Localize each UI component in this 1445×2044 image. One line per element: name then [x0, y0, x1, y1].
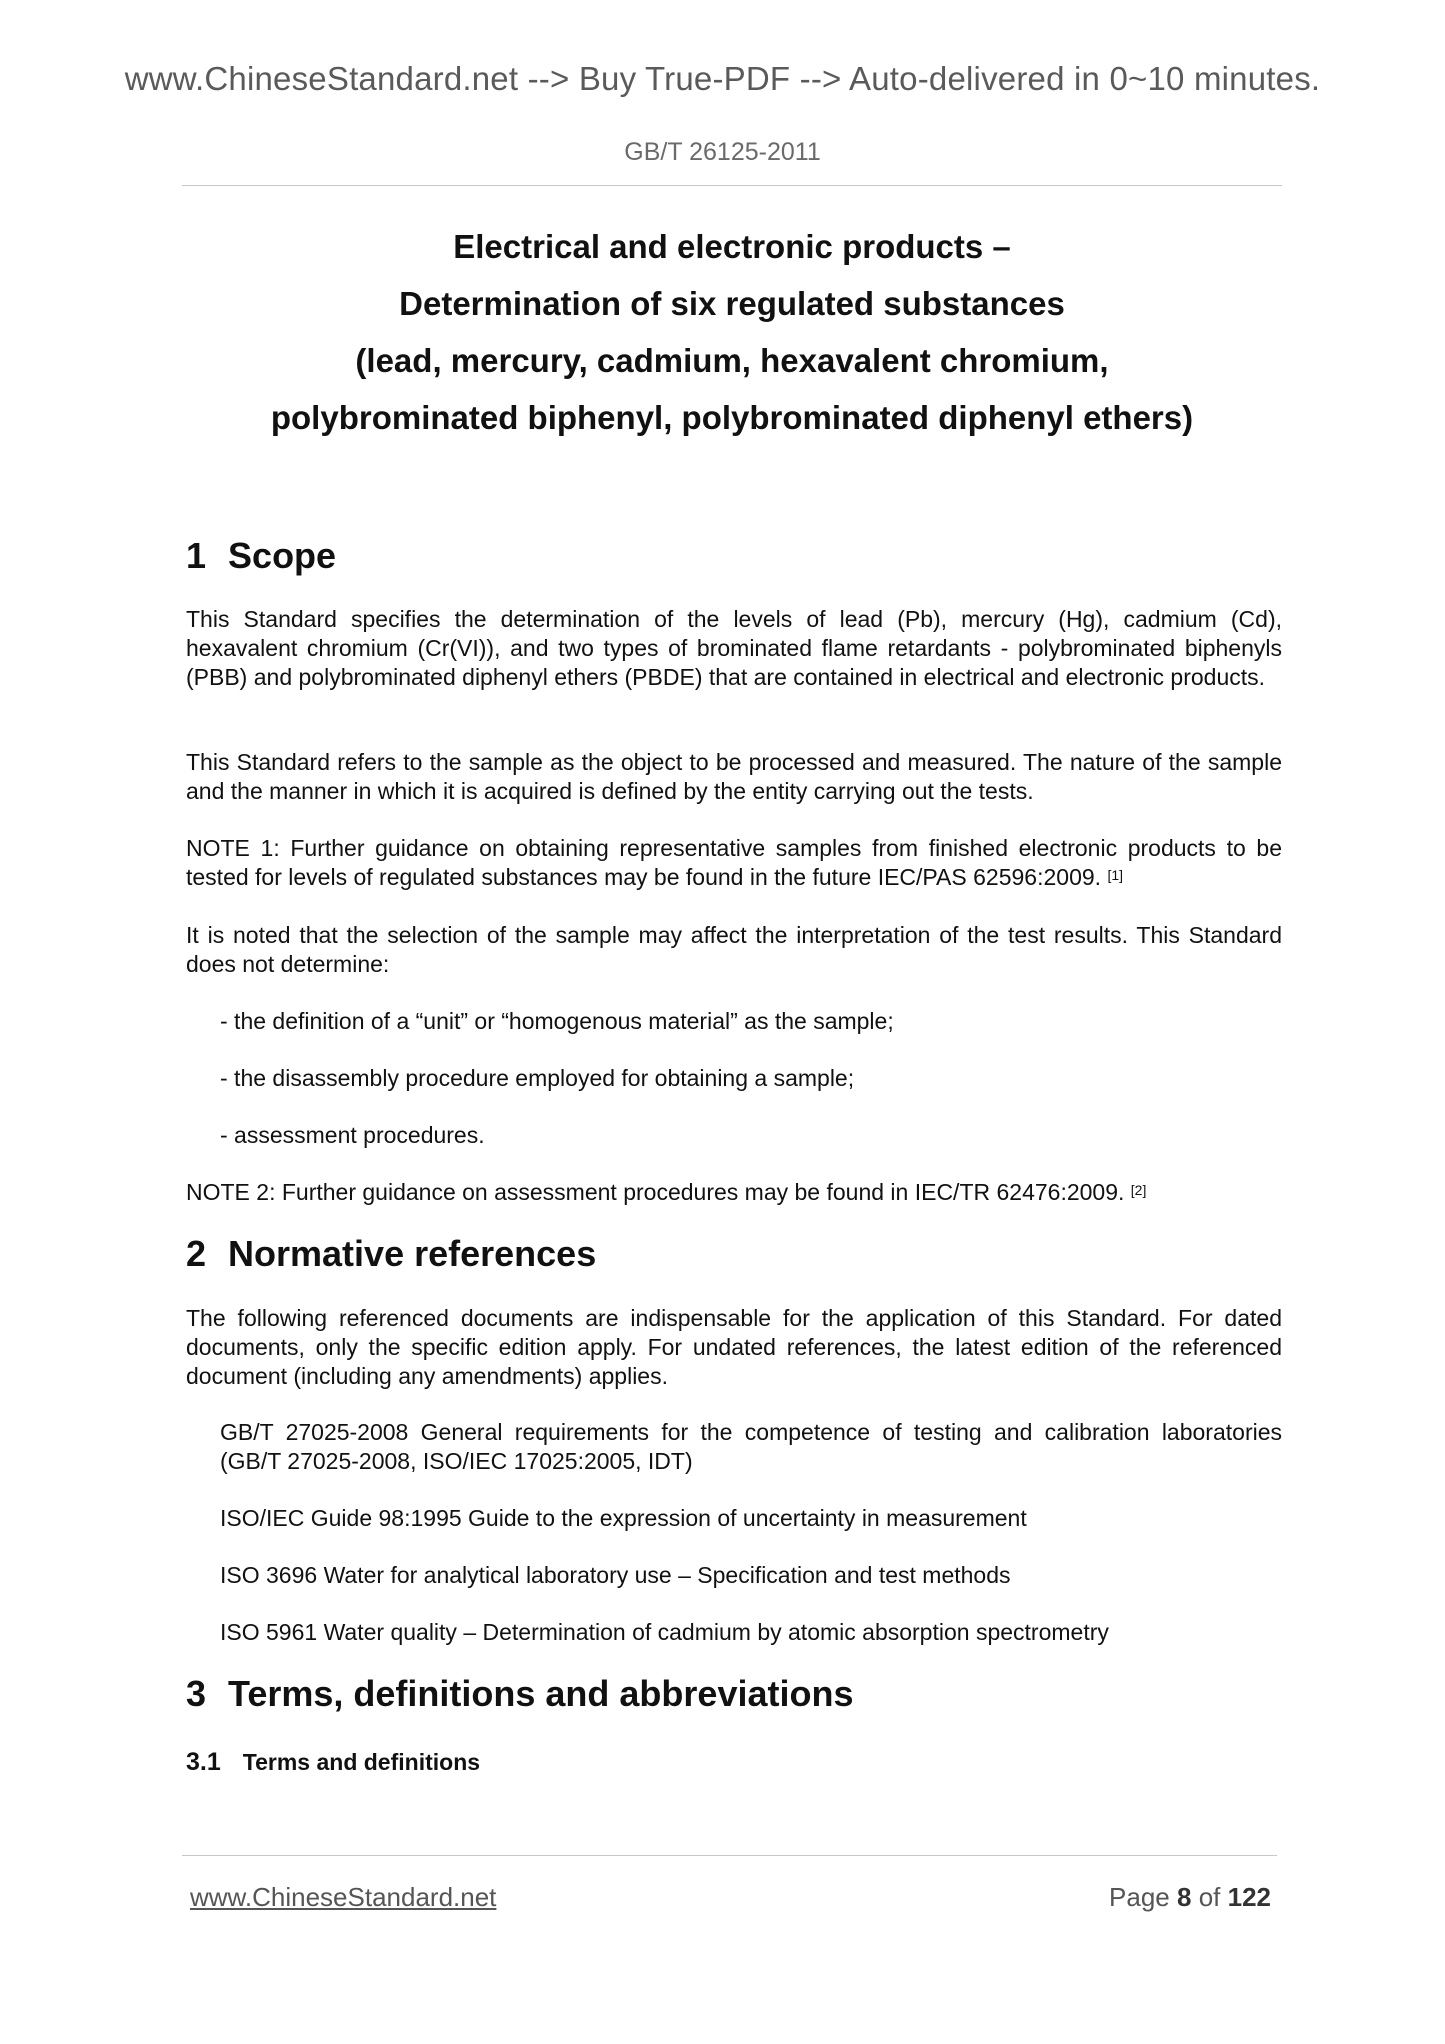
- reference-item: GB/T 27025-2008 General requirements for the competence of testing and calibration laboratories (GB/T 27025-2008, ISO/IEC 17025:2005, IDT): [220, 1419, 1282, 1474]
- header-divider: [182, 185, 1282, 186]
- standard-code: GB/T 26125-2011: [624, 138, 821, 166]
- section-title: Normative references: [228, 1233, 597, 1274]
- section-title: Scope: [228, 535, 337, 576]
- note-1-text: NOTE 1: Further guidance on obtaining representative samples from finished electronic products to be tested for levels of regulated substances may be found in the future IEC/PAS 62596:2009.: [186, 835, 1282, 890]
- document-title: [182, 218, 1282, 446]
- note-2: [186, 1178, 1282, 1207]
- reference-item: ISO 3696 Water for analytical laboratory use – Specification and test methods: [220, 1562, 1011, 1588]
- subsection-3-1-heading: [186, 1748, 480, 1777]
- total-pages: 122: [1227, 1882, 1271, 1912]
- references-intro: The following referenced documents are indispensable for the application of this Standard. For dated documents, only the specific edition apply. For undated references, the latest edition of the referenced document (including any amendments) applies.: [186, 1305, 1282, 1389]
- title-line: polybrominated biphenyl, polybrominated diphenyl ethers): [270, 399, 1194, 436]
- header-banner: www.ChineseStandard.net --> Buy True-PDF --> Auto-delivered in 0~10 minutes.: [124, 60, 1321, 97]
- section-title: Terms, definitions and abbreviations: [228, 1673, 854, 1714]
- section-number: 3: [186, 1673, 207, 1714]
- section-number: 2: [186, 1233, 207, 1274]
- subsection-title: Terms and definitions: [242, 1749, 481, 1775]
- footer-divider: [182, 1855, 1277, 1856]
- footer-website-link[interactable]: www.ChineseStandard.net: [190, 1882, 497, 1912]
- section-number: 1: [186, 535, 207, 576]
- title-line: Determination of six regulated substances: [399, 285, 1065, 322]
- section-1-heading: [186, 535, 336, 577]
- page-prefix: Page: [1109, 1882, 1170, 1912]
- section-2-heading: [186, 1233, 596, 1275]
- subsection-number: 3.1: [186, 1748, 221, 1776]
- page-indicator: [1109, 1882, 1271, 1913]
- page-of: of: [1198, 1882, 1221, 1912]
- reference-item: ISO/IEC Guide 98:1995 Guide to the expression of uncertainty in measurement: [220, 1505, 1027, 1531]
- list-item: - assessment procedures.: [220, 1122, 485, 1148]
- title-line: (lead, mercury, cadmium, hexavalent chromium,: [355, 342, 1109, 379]
- note-1: [186, 834, 1282, 892]
- note-1-reference: [1]: [1107, 867, 1124, 883]
- scope-paragraph-3: It is noted that the selection of the sample may affect the interpretation of the test results. This Standard does not determine:: [186, 922, 1282, 977]
- list-item: - the definition of a “unit” or “homogenous material” as the sample;: [220, 1008, 894, 1034]
- section-3-heading: [186, 1673, 853, 1715]
- title-line: Electrical and electronic products –: [453, 228, 1011, 265]
- reference-item: ISO 5961 Water quality – Determination of cadmium by atomic absorption spectrometry: [220, 1619, 1109, 1645]
- note-2-text: NOTE 2: Further guidance on assessment procedures may be found in IEC/TR 62476:2009.: [186, 1179, 1125, 1205]
- current-page-number: 8: [1176, 1882, 1192, 1912]
- note-2-reference: [2]: [1130, 1182, 1147, 1198]
- scope-paragraph-2: This Standard refers to the sample as the object to be processed and measured. The nature of the sample and the manner in which it is acquired is defined by the entity carrying out the tests.: [186, 749, 1282, 804]
- list-item: - the disassembly procedure employed for obtaining a sample;: [220, 1065, 855, 1091]
- scope-paragraph-1: This Standard specifies the determination of the levels of lead (Pb), mercury (Hg), cadmium (Cd), hexavalent chromium (Cr(VI)), and two types of brominated flame retardants - polybrominated biphenyls (PBB) and polybrominated diphenyl ethers (PBDE) that are contained in electrical and electronic products.: [186, 606, 1282, 690]
